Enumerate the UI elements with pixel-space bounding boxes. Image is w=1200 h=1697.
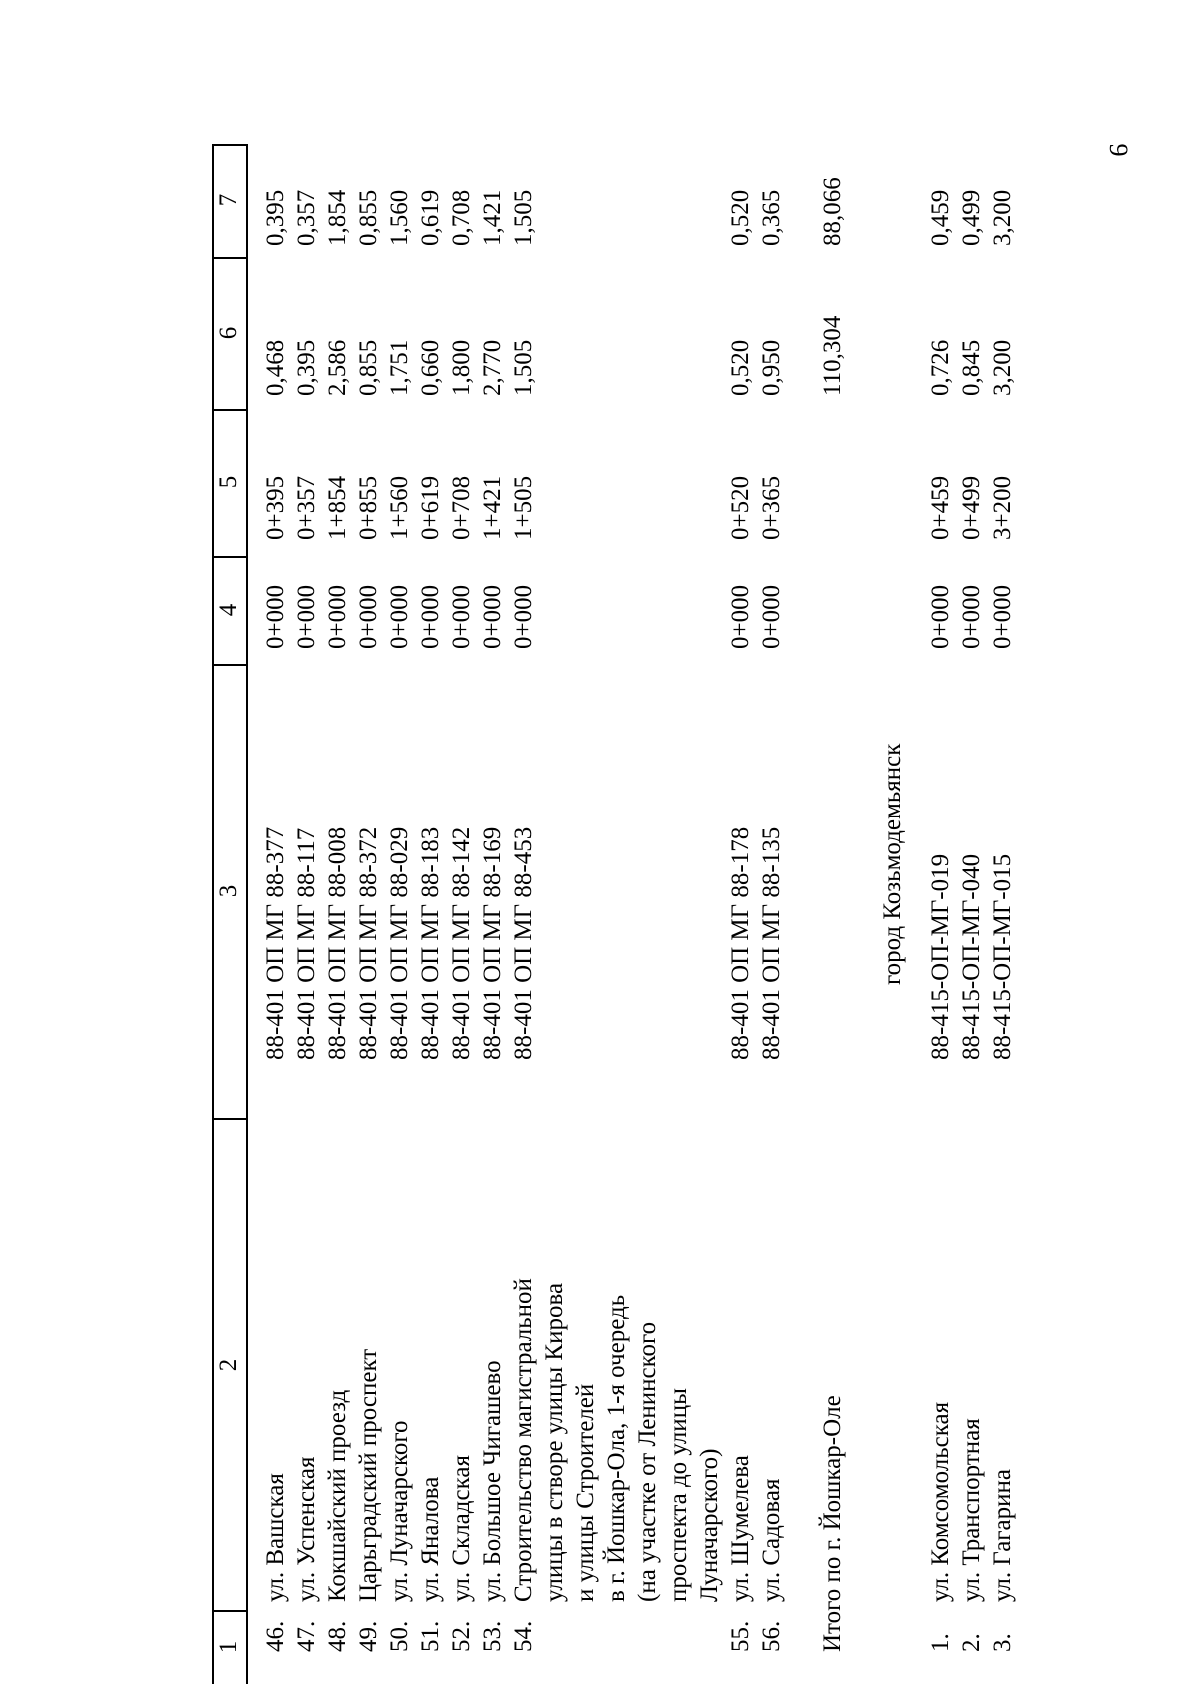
row-number: 55.: [727, 1620, 754, 1652]
column-header-5: 5: [215, 475, 242, 489]
column-header-1: 1: [215, 1640, 242, 1654]
row-value: 0,520: [727, 189, 754, 246]
row-end-km: 3+200: [989, 475, 1016, 540]
row-value: 1,560: [386, 189, 413, 246]
row-value: 0,459: [927, 189, 954, 246]
row-name-line: в г. Йошкар-Ола, 1-я очередь: [603, 1294, 630, 1602]
row-name-line: ул. Яналова: [417, 1476, 444, 1602]
header-separator-2-3: [212, 1118, 248, 1120]
row-number: 49.: [355, 1620, 382, 1652]
row-road-id: 88-415-ОП-МГ-040: [958, 853, 985, 1060]
row-total-length: 2,586: [324, 339, 351, 396]
header-separator-6-7: [212, 257, 248, 259]
row-value: 0,357: [293, 189, 320, 246]
row-name-line: ул. Луначарского: [386, 1420, 413, 1602]
subtotal-label: Итого по г. Йошкар-Оле: [819, 1395, 846, 1652]
row-start-km: 0+000: [262, 584, 289, 649]
row-name-line: ул. Гагарина: [989, 1468, 1016, 1602]
row-name-line: Строительство магистральной: [510, 1278, 537, 1602]
header-rule-bottom: [246, 144, 248, 1684]
row-total-length: 0,855: [355, 339, 382, 396]
row-road-id: 88-401 ОП МГ 88-135: [758, 826, 785, 1060]
row-value: 0,365: [758, 189, 785, 246]
row-start-km: 0+000: [386, 584, 413, 649]
row-name-line: (на участке от Ленинского: [634, 1321, 661, 1602]
row-road-id: 88-401 ОП МГ 88-377: [262, 826, 289, 1060]
row-end-km: 1+560: [386, 475, 413, 540]
header-separator-3-4: [212, 664, 248, 666]
row-total-length: 1,505: [510, 339, 537, 396]
row-start-km: 0+000: [727, 584, 754, 649]
row-total-length: 0,520: [727, 339, 754, 396]
row-name-line: ул. Большое Чигашево: [479, 1360, 506, 1602]
header-rule-top: [212, 144, 214, 1684]
row-road-id: 88-401 ОП МГ 88-183: [417, 826, 444, 1060]
row-road-id: 88-401 ОП МГ 88-169: [479, 826, 506, 1060]
header-separator-4-5: [212, 556, 248, 558]
row-start-km: 0+000: [958, 584, 985, 649]
row-name-line: ул. Комсомольская: [927, 1401, 954, 1602]
row-name-line: ул. Транспортная: [958, 1418, 985, 1602]
row-end-km: 1+505: [510, 475, 537, 540]
row-start-km: 0+000: [927, 584, 954, 649]
row-number: 46.: [262, 1620, 289, 1652]
row-start-km: 0+000: [324, 584, 351, 649]
row-start-km: 0+000: [448, 584, 475, 649]
row-value: 3,200: [989, 189, 1016, 246]
page-number: 9: [1104, 143, 1133, 157]
row-name-line: ул. Вашская: [262, 1473, 289, 1602]
row-end-km: 0+357: [293, 475, 320, 540]
row-number: 51.: [417, 1620, 444, 1652]
row-value: 0,395: [262, 189, 289, 246]
row-total-length: 2,770: [479, 339, 506, 396]
row-total-length: 0,726: [927, 339, 954, 396]
row-end-km: 0+855: [355, 475, 382, 540]
row-value: 0,855: [355, 189, 382, 246]
header-separator-1-2: [212, 1610, 248, 1612]
row-total-length: 0,845: [958, 339, 985, 396]
row-start-km: 0+000: [293, 584, 320, 649]
row-number: 50.: [386, 1620, 413, 1652]
row-total-length: 0,468: [262, 339, 289, 396]
row-name-line: ул. Садовая: [758, 1478, 785, 1602]
row-total-length: 1,751: [386, 339, 413, 396]
row-name-line: улицы в створе улицы Кирова: [541, 1282, 568, 1602]
header-rule-cap: [212, 144, 248, 146]
row-value: 0,619: [417, 189, 444, 246]
subtotal-total-length: 110,304: [819, 315, 846, 396]
row-number: 52.: [448, 1620, 475, 1652]
subtotal-value: 88,066: [819, 177, 846, 246]
section-title: город Козьмодемьянск: [879, 743, 906, 985]
row-value: 1,421: [479, 189, 506, 246]
row-value: 1,854: [324, 189, 351, 246]
row-total-length: 1,800: [448, 339, 475, 396]
row-road-id: 88-415-ОП-МГ-015: [989, 853, 1016, 1060]
row-total-length: 3,200: [989, 339, 1016, 396]
row-number: 48.: [324, 1620, 351, 1652]
row-number: 2.: [958, 1633, 985, 1652]
row-name-line: ул. Успенская: [293, 1456, 320, 1602]
row-road-id: 88-415-ОП-МГ-019: [927, 853, 954, 1060]
row-number: 1.: [927, 1633, 954, 1652]
column-header-3: 3: [215, 884, 242, 898]
row-start-km: 0+000: [417, 584, 444, 649]
row-start-km: 0+000: [758, 584, 785, 649]
row-road-id: 88-401 ОП МГ 88-117: [293, 827, 320, 1060]
row-name-line: Царьградский проспект: [355, 1348, 382, 1602]
row-total-length: 0,395: [293, 339, 320, 396]
row-end-km: 1+421: [479, 475, 506, 540]
row-name-line: ул. Складская: [448, 1455, 475, 1602]
row-name-line: и улицы Строителей: [572, 1383, 599, 1602]
row-road-id: 88-401 ОП МГ 88-029: [386, 826, 413, 1060]
row-road-id: 88-401 ОП МГ 88-142: [448, 826, 475, 1060]
row-number: 47.: [293, 1620, 320, 1652]
row-end-km: 0+395: [262, 475, 289, 540]
row-name-line: проспекта до улицы: [665, 1388, 692, 1602]
row-start-km: 0+000: [510, 584, 537, 649]
row-start-km: 0+000: [479, 584, 506, 649]
row-value: 0,708: [448, 189, 475, 246]
column-header-2: 2: [215, 1358, 242, 1372]
row-total-length: 0,950: [758, 339, 785, 396]
row-number: 53.: [479, 1620, 506, 1652]
row-end-km: 1+854: [324, 475, 351, 540]
row-road-id: 88-401 ОП МГ 88-008: [324, 826, 351, 1060]
row-start-km: 0+000: [989, 584, 1016, 649]
row-total-length: 0,660: [417, 339, 444, 396]
column-header-4: 4: [215, 603, 242, 617]
row-name-line: Кокшайский проезд: [324, 1389, 351, 1602]
row-start-km: 0+000: [355, 584, 382, 649]
row-number: 3.: [989, 1633, 1016, 1652]
column-header-6: 6: [215, 326, 242, 340]
row-name-line: Луначарского): [696, 1448, 723, 1602]
row-end-km: 0+708: [448, 475, 475, 540]
row-end-km: 0+459: [927, 475, 954, 540]
row-number: 56.: [758, 1620, 785, 1652]
column-header-7: 7: [215, 193, 242, 207]
header-separator-5-6: [212, 409, 248, 411]
row-road-id: 88-401 ОП МГ 88-453: [510, 826, 537, 1060]
row-value: 1,505: [510, 189, 537, 246]
row-end-km: 0+499: [958, 475, 985, 540]
row-number: 54.: [510, 1620, 537, 1652]
row-end-km: 0+365: [758, 475, 785, 540]
row-end-km: 0+619: [417, 475, 444, 540]
row-road-id: 88-401 ОП МГ 88-372: [355, 826, 382, 1060]
row-name-line: ул. Шумелева: [727, 1455, 754, 1602]
row-road-id: 88-401 ОП МГ 88-178: [727, 826, 754, 1060]
row-value: 0,499: [958, 189, 985, 246]
row-end-km: 0+520: [727, 475, 754, 540]
